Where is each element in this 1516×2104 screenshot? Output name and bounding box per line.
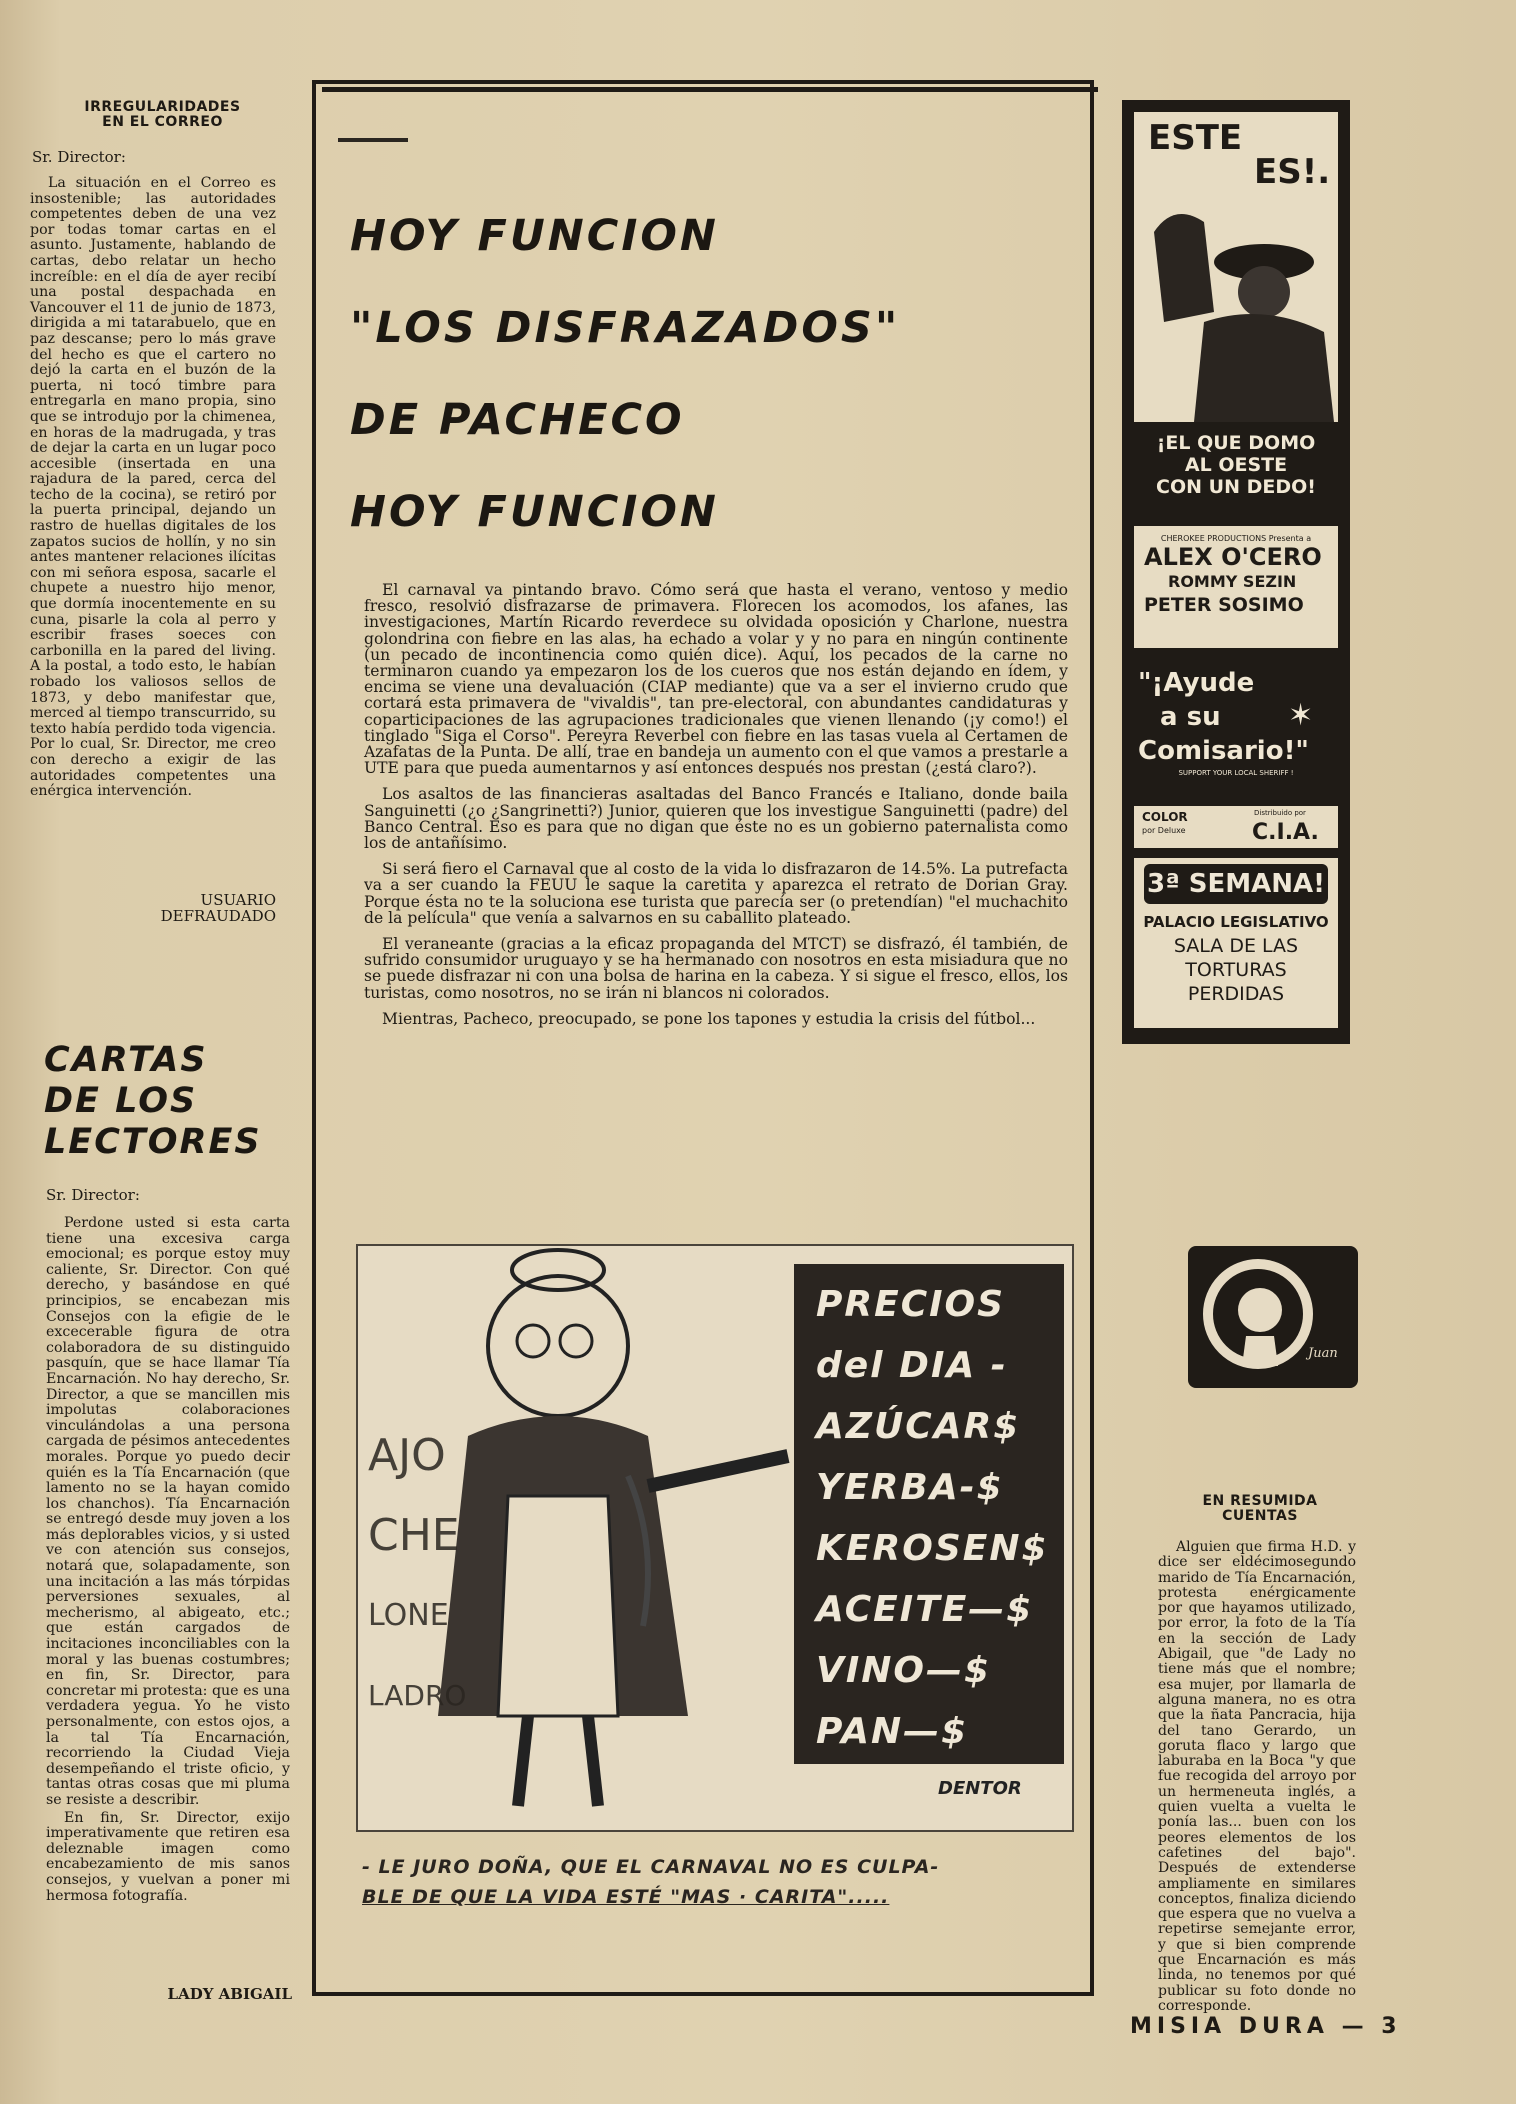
board-line-6: ACEITE—$ xyxy=(816,1589,1034,1630)
ad-color: COLOR xyxy=(1142,810,1188,824)
headline-block xyxy=(350,190,900,558)
ad-cast-1: ALEX O'CERO xyxy=(1144,543,1322,571)
ad-slogan-line3: Comisario!" xyxy=(1138,736,1309,766)
logo-body-shape xyxy=(1242,1336,1278,1366)
letter1-sig-line1: USUARIO xyxy=(200,891,276,909)
ad-cast-panel xyxy=(1134,526,1338,648)
section-title-line2: DE LOS xyxy=(44,1081,198,1121)
ad-venue-1: PALACIO LEGISLATIVO xyxy=(1143,913,1329,931)
woman-head-shape xyxy=(488,1276,628,1416)
ad-color-sub: por Deluxe xyxy=(1142,826,1186,835)
board-line-4: YERBA-$ xyxy=(816,1467,1004,1508)
ad-credits-panel xyxy=(1134,806,1338,848)
sheriff-star-icon: ✶ xyxy=(1288,698,1314,733)
box-top-rule xyxy=(322,87,1098,92)
letter2-body xyxy=(46,1216,290,1906)
editorial-paragraph-2: Los asaltos de las financieras asaltadas del Banco Francés e Italiano, donde baila Sanguinetti (¿o ¿Sangrinetti?) Junior, quieren que los investigue Sanguinetti (padre) del Banco Central. Eso es para que no digan que éste no es un gobierno paternalista como los de antañísimo. xyxy=(364,785,1068,853)
eyeglass-right xyxy=(560,1325,592,1357)
eyeglass-left xyxy=(517,1325,549,1357)
letter1-paragraph: La situación en el Correo es insostenible; las autoridades competentes deben de una vez por todas tomar cartas en el asunto. Justamente, hablando de cartas, debo relatar un hecho increíble: en el día de ayer recibí una postal despachada en Vancouver el 11 de junio de 1873, dirigida a mi tatarabuelo, que en paz descanse; pero lo más grave del hecho es que el cartero no dejó la carta en el buzón de la puerta, ni tocó timbre para entregarla en mano propia, sino que se introdujo por la chimenea, en horas de la madrugada, y tras de dejar la carta en un lugar poco accesible (insertada en una rajadura de la pared, cerca del techo de la cocina), se retiró por la puerta principal, dejando un rastro de huellas digitales de los zapatos sucios de hollín, y no sin antes mantener relaciones ilícitas con mi señora esposa, sacarle el chupete a nuestro hijo menor, que dormía inocentemente en su cuna, pisarle la cola al perro y escribir frases soeces con carbonilla en la pared del living. A la postal, a todo esto, le habían robado los valiosos sellos de 1873, y debo manifestar que, merced al tiempo transcurrido, su texto había perdido toda vigencia. Por lo cual, Sr. Director, me creo con derecho a exigir de las autoridades competentes una enérgica intervención. xyxy=(30,175,276,800)
ad-tagline-line3: CON UN DEDO! xyxy=(1156,476,1316,498)
logo-signature: Juan xyxy=(1308,1346,1338,1361)
resumida-title-line2: CUENTAS xyxy=(1222,1508,1298,1524)
cartoon-panel xyxy=(356,1244,1074,1832)
page-number: — 3 xyxy=(1341,2014,1402,2039)
raised-arm-shape xyxy=(1154,214,1214,322)
ad-photo-panel xyxy=(1134,112,1338,422)
letter2-signature: LADY ABIGAIL xyxy=(167,1985,292,2003)
profile-logo-icon xyxy=(1188,1246,1358,1388)
graffiti-line-3: LONE xyxy=(368,1598,449,1633)
letter2-salutation: Sr. Director: xyxy=(46,1186,140,1204)
cowboy-body-shape xyxy=(1194,314,1334,422)
ad-semana: 3ª SEMANA! xyxy=(1144,864,1328,904)
hair-bun-shape xyxy=(512,1250,604,1290)
ad-cast-3: PETER SOSIMO xyxy=(1144,594,1304,616)
headline-line4: HOY FUNCION xyxy=(350,487,719,537)
pointing-arm-shape xyxy=(648,1456,788,1486)
graffiti-line-4: LADRO xyxy=(368,1679,467,1712)
editorial-paragraph-4: El veraneante (gracias a la eficaz propaganda del MTCT) se disfrazó, él también, de sufrido consumidor uruguayo y se ha hermanado con nosotros en esta misiadura que no se puede disfrazar ni con una bolsa de harina en la cabeza. Y si sigue el fresco, ellos, los turistas, como nosotros, no se irán ni blancos ni colorados. xyxy=(364,935,1068,1002)
editorial-paragraph-1: El carnaval va pintando bravo. Cómo será que hasta el verano, ventoso y medio fresco, resolvió disfrazarse de primavera. Florecen los acomodos, los afanes, las investigaciones, Martín Ricardo reverdece su olvidada oposición y Charlone, nuestra golondrina con fiebre en las alas, ha echado a volar y y no para en ningún continente (un pecado de incontinencia como quién dice). Aquí, los pecados de la carne no terminaron cuando ya empezaron los de los cueros que nos están dejando en ídem, y encima se viene una devaluación (CIAP mediante) que va a ser el invierno crudo que cortará esta primavera de "vivaldis", tan pre-electoral, con abundantes candidaturas y coparticipaciones de las agrupaciones tradicionales que vienen llenando (¡y como!) el tinglado "Siga el Corso". Pereyra Reverbel con fiebre en las tasas vuela al Certamen de Azafatas de la Punta. De allí, trae en bandeja un aumento con el que vamos a prestarle a UTE para que pueda aumentarnos y así entonces después nos prestan (¿está claro?). xyxy=(364,581,1068,778)
apron-shape xyxy=(498,1496,618,1716)
publication-name: MISIA DURA xyxy=(1130,2014,1329,2039)
cartoonist-signature: DENTOR xyxy=(938,1778,1022,1799)
letter1-salutation: Sr. Director: xyxy=(32,148,126,166)
graffiti-line-2: CHE xyxy=(368,1510,460,1561)
letter1-signature xyxy=(150,892,276,924)
cartoon-caption xyxy=(362,1852,1082,1912)
resumida-title-line1: EN RESUMIDA xyxy=(1202,1493,1318,1509)
resumida-paragraph: Alguien que firma H.D. y dice ser eldécimosegundo marido de Tía Encarnación, protesta enérgicamente por que hayamos utilizado, por error, la foto de la Tía en la sección de Lady Abigail, que "de Lady no tiene más que el nombre; esa mujer, por llamarla de alguna manera, no es otra que la ñata Pancracia, hija del tano Gerardo, un goruta flaco y largo que laburaba en la Boca "y que fue recogida del arroyo por un hermeneuta inglés, a quien vuelta a vuelta le ponía las... buen con los peores elementos de los cafetines del bajo". Después de extenderse ampliamente en similares conceptos, finaliza diciendo que espera que no vuelva a repetirse semejante error, y que si bien comprende que Encarnación es más linda, no tenemos por qué publicar su foto donde no corresponde. xyxy=(1158,1539,1356,2014)
resumida-title xyxy=(1160,1494,1360,1524)
ad-venue-2: SALA DE LAS xyxy=(1173,935,1299,957)
editorial-paragraph-3: Si será fiero el Carnaval que al costo de la vida lo disfrazaron de 14.5%. La putrefacta va a ser cuando la FEUU le saque la caretita y aparezca el retrato de Dorian Gray. Porque ésta no te la soluciona ese turista que parecía ser (o pretendían) "el muchachito de la película" que venía a salvarnos en su caballito plateado. xyxy=(364,860,1068,927)
section-title-line3: LECTORES xyxy=(44,1122,262,1162)
board-line-2: del DIA - xyxy=(816,1345,1008,1386)
ad-venue-panel xyxy=(1134,858,1338,1028)
caption-line1: - LE JURO DOÑA, QUE EL CARNAVAL NO ES CULPA- xyxy=(362,1856,940,1878)
ad-tagline-line1: ¡EL QUE DOMO xyxy=(1156,432,1316,454)
section-title-line1: CARTAS xyxy=(44,1040,208,1080)
board-line-8: PAN—$ xyxy=(816,1711,969,1752)
caption-line2: BLE DE QUE LA VIDA ESTÉ "MAS · CARITA"..... xyxy=(362,1886,890,1908)
wall-graffiti xyxy=(368,1416,466,1736)
footer xyxy=(1130,2014,1402,2039)
logo-head-shape xyxy=(1238,1288,1282,1332)
ad-este: ESTE xyxy=(1148,118,1243,158)
ad-venue-4: PERDIDAS xyxy=(1187,983,1285,1005)
headline-line3: DE PACHECO xyxy=(350,395,685,445)
ad-slogan-line2: a su xyxy=(1160,702,1221,732)
ad-slogan-sub: SUPPORT YOUR LOCAL SHERIFF ! xyxy=(1178,769,1294,777)
editorial-body xyxy=(364,582,1068,1029)
board-line-7: VINO—$ xyxy=(816,1650,992,1691)
legs-shape xyxy=(518,1716,598,1806)
resumida-body xyxy=(1158,1540,1356,2016)
letter1-title-line1: IRREGULARIDADES xyxy=(84,99,241,115)
graffiti-line-1: AJO xyxy=(368,1430,446,1481)
movie-ad xyxy=(1122,100,1350,1044)
cowboy-face-shape xyxy=(1238,266,1290,318)
cowboy-photo xyxy=(1134,192,1338,422)
board-line-1: PRECIOS xyxy=(816,1284,1006,1325)
ad-distrib-label: Distribuido por xyxy=(1254,809,1306,817)
section-title xyxy=(44,1040,262,1163)
board-line-5: KEROSEN$ xyxy=(816,1528,1049,1569)
letter2-paragraph-2: En fin, Sr. Director, exijo imperativamente que retiren esa deleznable imagen como encabezamiento de mis sanos consejos, y vuelvan a poner mi hermosa fotografía. xyxy=(46,1809,290,1904)
letter1-title xyxy=(40,100,285,130)
ad-slogan-line1: "¡Ayude xyxy=(1138,668,1255,698)
section-logo xyxy=(1188,1246,1358,1388)
letter2-paragraph-1: Perdone usted si esta carta tiene una excesiva carga emocional; es porque estoy muy caliente, Sr. Director. Con qué derecho, y basándose en qué principios, se encabezan mis Consejos con la efigie de le excecerable figura de otra colaboradora de su distinguido pasquín, que se hace llamar Tía Encarnación. No hay derecho, Sr. Director, a que se mancillen mis impolutas colaboraciones vinculándolas a una persona cargada de pésimos antecedentes morales. Porque yo puedo decir quién es la Tía Encarnación (que lamento no se la hayan comido los chanchos). Tía Encarnación se entregó desde muy joven a los más deplorables vicios, y si usted ve con atención sus consejos, notará que, solapadamente, son una incitación a las más tórpidas perversiones sexuales, al mecherismo, al abigeato, etc.; que están cargados de incitaciones inconciliables con la moral y las buenas costumbres; en fin, Sr. Director, para concretar mi protesta: que es una verdadera yegua. Yo he visto personalmente, con estos ojos, a la tal Tía Encarnación, recorriendo la Ciudad Vieja desempeñando el triste oficio, y tantas otras cosas que mi pluma se resiste a describir. xyxy=(46,1215,290,1808)
board-line-3: AZÚCAR$ xyxy=(816,1406,1021,1447)
ad-venue-3: TORTURAS xyxy=(1185,959,1287,981)
ad-presents: CHEROKEE PRODUCTIONS Presenta a xyxy=(1160,534,1312,543)
letter1-body xyxy=(30,176,276,802)
headline-line1: HOY FUNCION xyxy=(350,211,719,261)
ad-distrib: C.I.A. xyxy=(1252,820,1319,845)
ad-es: ES!. xyxy=(1254,152,1331,192)
letter1-sig-line2: DEFRAUDADO xyxy=(160,907,276,925)
ad-tagline-line2: AL OESTE xyxy=(1184,454,1288,476)
letter1-title-line2: EN EL CORREO xyxy=(102,114,223,130)
ad-cast-2: ROMMY SEZIN xyxy=(1168,572,1297,591)
ad-tagline xyxy=(1134,432,1338,498)
headline-mark xyxy=(338,138,408,142)
headline-line2: "LOS DISFRAZADOS" xyxy=(350,303,901,353)
blackboard-text xyxy=(816,1274,1056,1762)
editorial-paragraph-5: Mientras, Pacheco, preocupado, se pone los tapones y estudia la crisis del fútbol... xyxy=(382,1009,1036,1028)
